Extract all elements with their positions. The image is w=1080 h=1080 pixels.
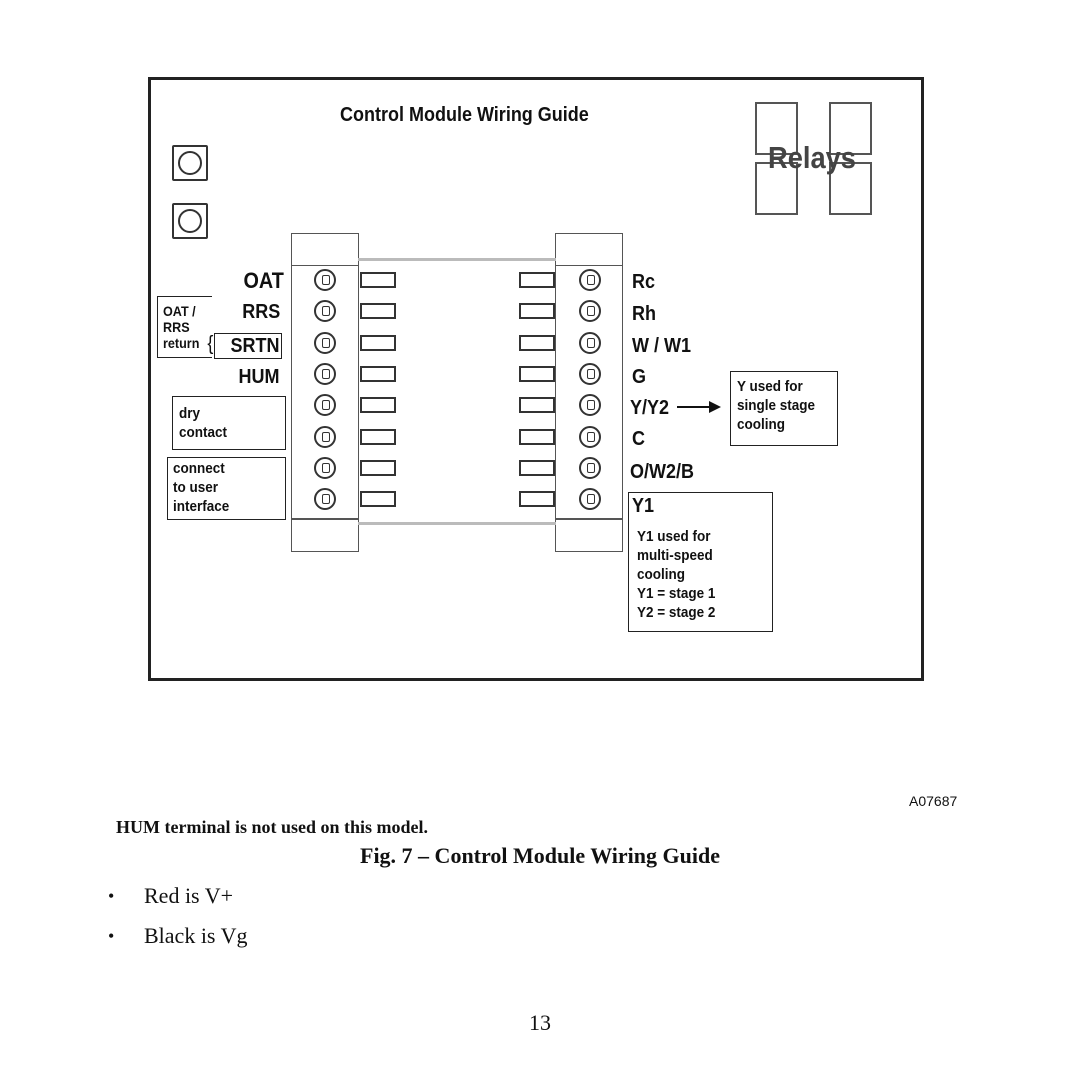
terminal-tab — [519, 366, 555, 382]
hum-note: HUM terminal is not used on this model. — [116, 817, 429, 837]
bullet-icon: • — [108, 925, 115, 946]
terminal-screw-icon — [314, 394, 336, 416]
user-interface-note: connect to user interface — [173, 460, 230, 515]
terminal-screw-icon — [579, 269, 601, 291]
terminal-screw-icon — [579, 426, 601, 448]
terminal-screw-icon — [314, 457, 336, 479]
mounting-hole — [172, 145, 208, 181]
terminal-tab — [360, 397, 396, 413]
terminal-screw-icon — [314, 426, 336, 448]
relays-label: Relays — [768, 140, 856, 175]
terminal-screw-icon — [579, 457, 601, 479]
terminal-block-cap — [291, 233, 359, 266]
terminal-label-rrs: RRS — [241, 301, 280, 323]
terminal-label-y1: Y1 — [632, 495, 655, 517]
terminal-screw-icon — [579, 488, 601, 510]
terminal-screw-icon — [314, 300, 336, 322]
terminal-tab — [360, 491, 396, 507]
terminal-screw-icon — [314, 269, 336, 291]
bullet-text: Red is V+ — [144, 883, 234, 908]
terminal-label-o-w2-b: O/W2/B — [630, 461, 695, 483]
terminal-tab — [519, 460, 555, 476]
terminal-tab — [360, 366, 396, 382]
page-number: 13 — [529, 1010, 551, 1035]
terminal-tab — [360, 460, 396, 476]
terminal-tab — [360, 272, 396, 288]
terminal-block-cap — [555, 233, 623, 266]
terminal-label-y-y2: Y/Y2 — [630, 397, 670, 419]
y-note: Y used for single stage cooling — [737, 378, 816, 433]
terminal-tab — [519, 397, 555, 413]
terminal-tab — [360, 303, 396, 319]
diagram-title: Control Module Wiring Guide — [340, 104, 589, 126]
terminal-block-cap — [555, 519, 623, 552]
terminal-screw-icon — [579, 332, 601, 354]
mounting-hole — [172, 203, 208, 239]
y1-note: Y1 used for multi-speed cooling Y1 = stage 1 Y2 = stage 2 — [637, 528, 716, 621]
list-item — [108, 916, 247, 956]
oat-rrs-return-note: OAT / RRS return — [163, 303, 200, 351]
dry-contact-note: dry contact — [179, 405, 228, 441]
list-item — [108, 876, 247, 916]
terminal-screw-icon — [314, 332, 336, 354]
connector-rail — [358, 258, 556, 261]
terminal-screw-icon — [579, 300, 601, 322]
terminal-tab — [519, 429, 555, 445]
terminal-label-hum: HUM — [239, 366, 280, 388]
terminal-label-g: G — [632, 366, 647, 388]
bullet-list — [108, 876, 247, 956]
srtn-brace: { — [207, 333, 214, 355]
terminal-label-rh: Rh — [632, 303, 657, 325]
terminal-tab — [519, 272, 555, 288]
terminal-tab — [519, 303, 555, 319]
terminal-label-rc: Rc — [632, 271, 656, 293]
terminal-screw-icon — [579, 363, 601, 385]
terminal-screw-icon — [314, 488, 336, 510]
terminal-screw-icon — [579, 394, 601, 416]
terminal-screw-icon — [314, 363, 336, 385]
terminal-tab — [360, 429, 396, 445]
figure-caption: Fig. 7 – Control Module Wiring Guide — [360, 843, 720, 868]
terminal-label-c: C — [632, 428, 646, 450]
y-note-arrow — [677, 406, 711, 408]
terminal-tab — [519, 335, 555, 351]
terminal-label-w-w1: W / W1 — [632, 335, 691, 357]
terminal-tab — [360, 335, 396, 351]
bullet-icon: • — [108, 885, 115, 906]
connector-rail — [358, 522, 556, 525]
figure-code: A07687 — [909, 793, 958, 809]
bullet-text: Black is Vg — [144, 923, 248, 948]
terminal-block-cap — [291, 519, 359, 552]
arrow-head-icon — [709, 401, 721, 413]
terminal-tab — [519, 491, 555, 507]
terminal-label-oat: OAT — [243, 268, 284, 293]
terminal-label-srtn: SRTN — [229, 335, 279, 357]
